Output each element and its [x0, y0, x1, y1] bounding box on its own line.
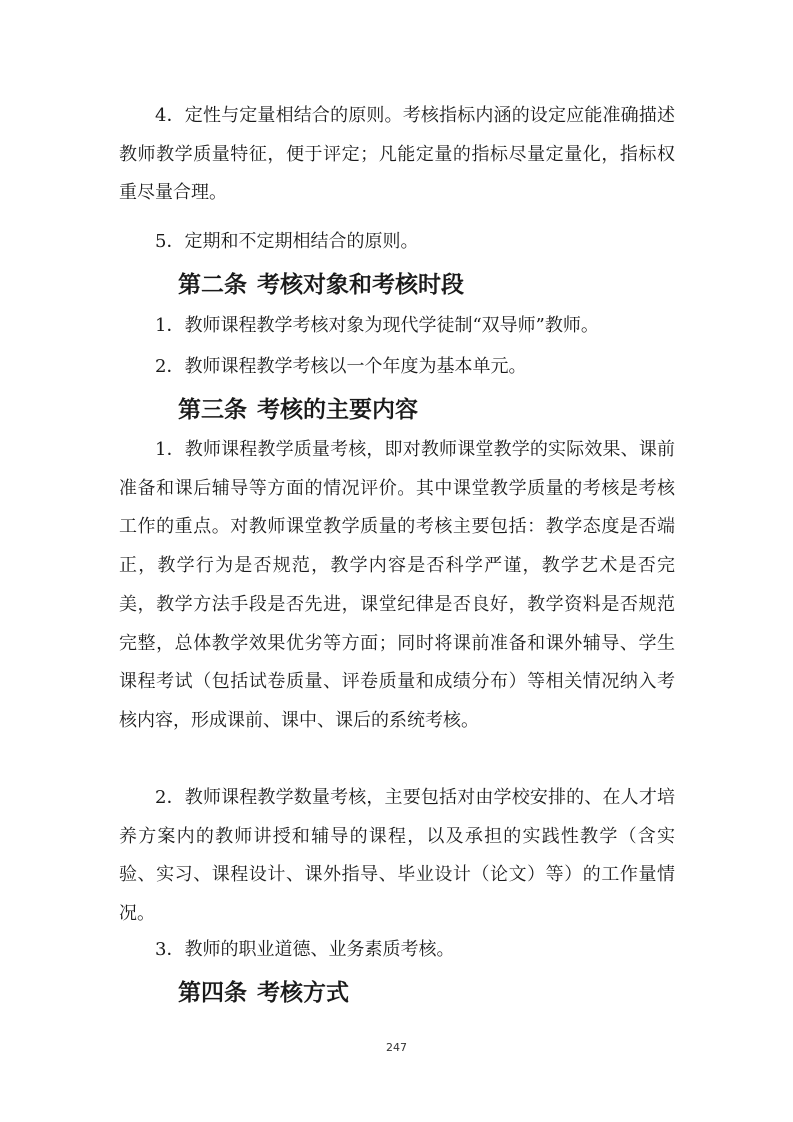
heading-article-3-number: 第三条 — [178, 397, 247, 423]
page-number: 247 — [386, 1041, 407, 1054]
paragraph-assessment-period: 2．教师课程教学考核以一个年度为基本单元。 — [155, 356, 527, 377]
paragraph-quantity-assessment: 2．教师课程教学数量考核，主要包括对由学校安排的、在人才培养方案内的教师讲授和辅导的课程，以及承担的实践性教学（含实验、实习、课程设计、课外指导、毕业设计（论文）等）的工作量情况。 — [119, 787, 675, 925]
heading-article-2-number: 第二条 — [178, 272, 247, 298]
heading-article-3 — [178, 395, 418, 425]
paragraph-assessment-target: 1．教师课程教学考核对象为现代学徒制“双导师”教师。 — [155, 315, 599, 336]
paragraph-quality-assessment: 1．教师课程教学质量考核，即对教师课堂教学的实际效果、课前准备和课后辅导等方面的情况评价。其中课堂教学质量的考核是考核工作的重点。对教师课堂教学质量的考核主要包括：教学态度是否端正，教学行为是否规范，教学内容是否科学严谨，教学艺术是否完美，教学方法手段是否先进，课堂纪律是否良好，教学资料是否规范完整，总体教学效果优劣等方面；同时将课前准备和课外辅导、学生课程考试（包括试卷质量、评卷质量和成绩分布）等相关情况纳入考核内容，形成课前、课中、课后的系统考核。 — [119, 439, 675, 731]
heading-article-4 — [178, 978, 349, 1008]
paragraph-ethics-assessment: 3．教师的职业道德、业务素质考核。 — [155, 939, 455, 960]
heading-article-2 — [178, 270, 464, 300]
paragraph-principle-4: 4．定性与定量相结合的原则。考核指标内涵的设定应能准确描述教师教学质量特征，便于评定；凡能定量的指标尽量定量化，指标权重尽量合理。 — [119, 105, 675, 204]
heading-article-4-title: 考核方式 — [257, 980, 349, 1006]
heading-article-3-title: 考核的主要内容 — [257, 397, 418, 423]
heading-article-4-number: 第四条 — [178, 980, 247, 1006]
heading-article-2-title: 考核对象和考核时段 — [257, 272, 464, 298]
paragraph-principle-5: 5．定期和不定期相结合的原则。 — [155, 231, 419, 252]
